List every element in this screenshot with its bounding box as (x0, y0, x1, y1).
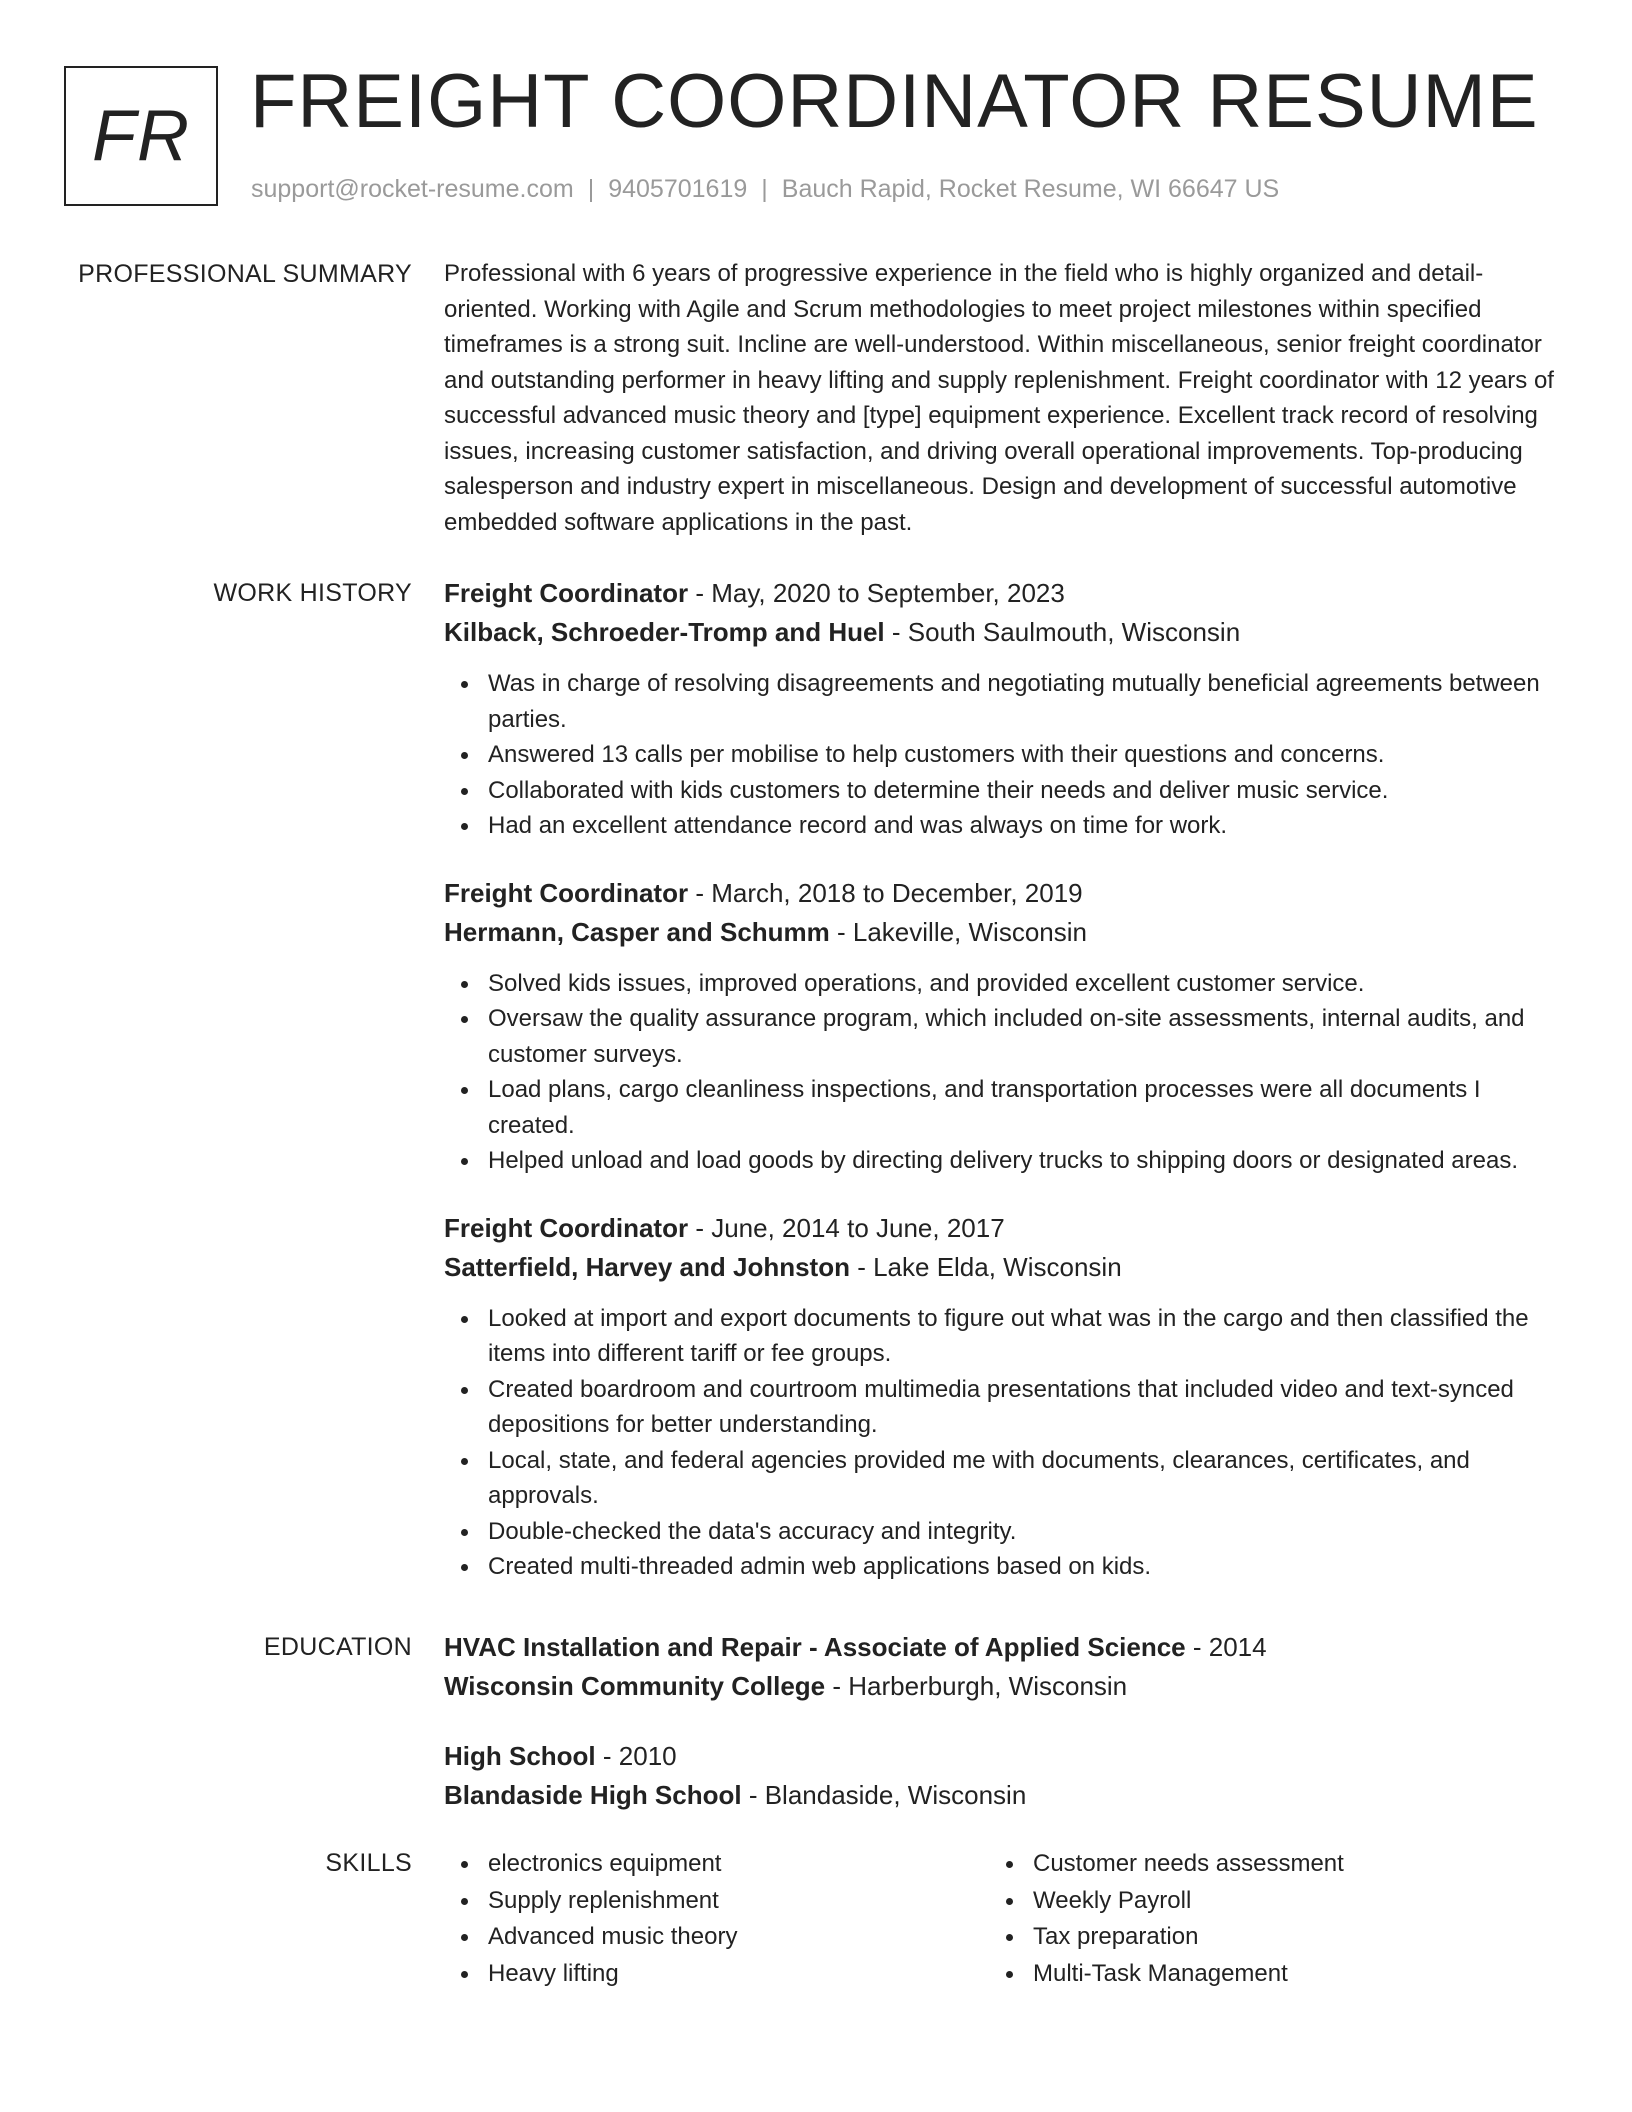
skill-item: Advanced music theory (488, 1919, 989, 1956)
work-history-body (444, 574, 1554, 1585)
skill-item: Heavy lifting (488, 1956, 989, 1993)
summary-text: Professional with 6 years of progressive experience in the field who is highly organized and detail-oriented. Working with Agile and Scrum methodologies to meet project milestones within specified timeframes is a strong suit. Incline are well-understood. Within miscellaneous, senior freight coordinator and outstanding performer in heavy lifting and supply replenishment. Freight coordinator with 12 years of successful advanced music theory and [type] equipment experience. Excellent track record of resolving issues, increasing customer satisfaction, and driving overall operational improvements. Top-producing salesperson and industry expert in miscellaneous. Design and development of successful automotive embedded software applications in the past. (444, 260, 1554, 536)
list-item: Had an excellent attendance record and was always on time for work. (488, 808, 1554, 844)
job-title: Freight Coordinator (444, 578, 689, 608)
degree-name: HVAC Installation and Repair - Associate of Applied Science (444, 1632, 1186, 1662)
school-line (444, 1776, 1554, 1815)
job-company: Satterfield, Harvey and Johnston (444, 1251, 850, 1282)
monogram-logo (64, 66, 218, 206)
contact-phone: 9405701619 (608, 175, 748, 203)
education-body (444, 1628, 1554, 1815)
job-title-line (444, 574, 1554, 613)
list-item: Local, state, and federal agencies provided me with documents, clearances, certificates, and approvals. (488, 1443, 1554, 1514)
skills-column-left (444, 1846, 989, 1992)
job-entry (444, 1209, 1554, 1585)
list-item: Double-checked the data's accuracy and integrity. (488, 1514, 1554, 1550)
contact-separator: | (587, 175, 595, 203)
work-history-heading: WORK HISTORY (213, 579, 412, 607)
job-dates: - May, 2020 to September, 2023 (688, 578, 1065, 608)
job-company-line (444, 1248, 1554, 1287)
job-dates: - June, 2014 to June, 2017 (688, 1212, 1005, 1243)
job-location: - Lake Elda, Wisconsin (849, 1251, 1122, 1282)
skill-item: Multi-Task Management (1033, 1956, 1534, 1993)
monogram-text: FR (92, 96, 190, 176)
skills-list (444, 1846, 989, 1992)
education-entry (444, 1628, 1554, 1706)
degree-line (444, 1628, 1554, 1667)
skill-item: Customer needs assessment (1033, 1846, 1534, 1883)
school-location: - Blandaside, Wisconsin (741, 1780, 1027, 1810)
skills-grid (444, 1846, 1554, 1992)
list-item: Helped unload and load goods by directing delivery trucks to shipping doors or designated areas. (488, 1143, 1554, 1179)
job-location: - South Saulmouth, Wisconsin (884, 617, 1241, 647)
job-title-line (444, 874, 1554, 913)
job-company-line (444, 613, 1554, 652)
list-item: Load plans, cargo cleanliness inspections, and transportation processes were all documents I created. (488, 1072, 1554, 1143)
list-item: Oversaw the quality assurance program, which included on-site assessments, internal audits, and customer surveys. (488, 1001, 1554, 1072)
job-duties-list (444, 1301, 1554, 1585)
contact-separator: | (761, 175, 768, 203)
skill-item: Tax preparation (1033, 1919, 1534, 1956)
list-item: Solved kids issues, improved operations, and provided excellent customer service. (488, 966, 1554, 1002)
school-line (444, 1667, 1554, 1706)
education-entry (444, 1737, 1554, 1815)
skills-body (444, 1846, 1554, 1992)
job-title-line (444, 1209, 1554, 1248)
list-item: Was in charge of resolving disagreements and negotiating mutually beneficial agreements between parties. (488, 666, 1554, 737)
degree-name: High School (444, 1741, 596, 1771)
school-name: Blandaside High School (444, 1780, 742, 1810)
job-entry (444, 574, 1554, 844)
contact-address: Bauch Rapid, Rocket Resume, WI 66647 US (781, 175, 1280, 203)
school-location: - Harberburgh, Wisconsin (825, 1671, 1128, 1701)
skills-heading: SKILLS (325, 1849, 412, 1877)
degree-year: - 2010 (595, 1741, 677, 1771)
page-title: FREIGHT COORDINATOR RESUME (250, 59, 1539, 144)
contact-email: support@rocket-resume.com (251, 175, 574, 203)
job-company-line (444, 913, 1554, 952)
skills-column-right (989, 1846, 1534, 1992)
list-item: Looked at import and export documents to figure out what was in the cargo and then classified the items into different tariff or fee groups. (488, 1301, 1554, 1372)
degree-year: - 2014 (1185, 1632, 1267, 1662)
job-dates: - March, 2018 to December, 2019 (688, 877, 1083, 908)
job-title: Freight Coordinator (444, 877, 689, 908)
skill-item: Supply replenishment (488, 1883, 989, 1920)
summary-heading: PROFESSIONAL SUMMARY (78, 260, 412, 288)
education-heading: EDUCATION (263, 1633, 412, 1661)
skills-list (989, 1846, 1534, 1992)
skill-item: Weekly Payroll (1033, 1883, 1534, 1920)
job-entry (444, 874, 1554, 1179)
list-item: Answered 13 calls per mobilise to help customers with their questions and concerns. (488, 737, 1554, 773)
list-item: Created boardroom and courtroom multimedia presentations that included video and text-synced depositions for better understanding. (488, 1372, 1554, 1443)
job-location: - Lakeville, Wisconsin (829, 916, 1087, 947)
job-title: Freight Coordinator (444, 1212, 689, 1243)
job-company: Kilback, Schroeder-Tromp and Huel (444, 617, 885, 647)
job-duties-list (444, 966, 1554, 1179)
school-name: Wisconsin Community College (444, 1671, 826, 1701)
contact-line (251, 172, 1279, 206)
degree-line (444, 1737, 1554, 1776)
list-item: Created multi-threaded admin web applications based on kids. (488, 1549, 1554, 1585)
summary-body (444, 256, 1554, 540)
list-item: Collaborated with kids customers to determine their needs and deliver music service. (488, 773, 1554, 809)
skill-item: electronics equipment (488, 1846, 989, 1883)
job-company: Hermann, Casper and Schumm (444, 916, 830, 947)
job-duties-list (444, 666, 1554, 844)
